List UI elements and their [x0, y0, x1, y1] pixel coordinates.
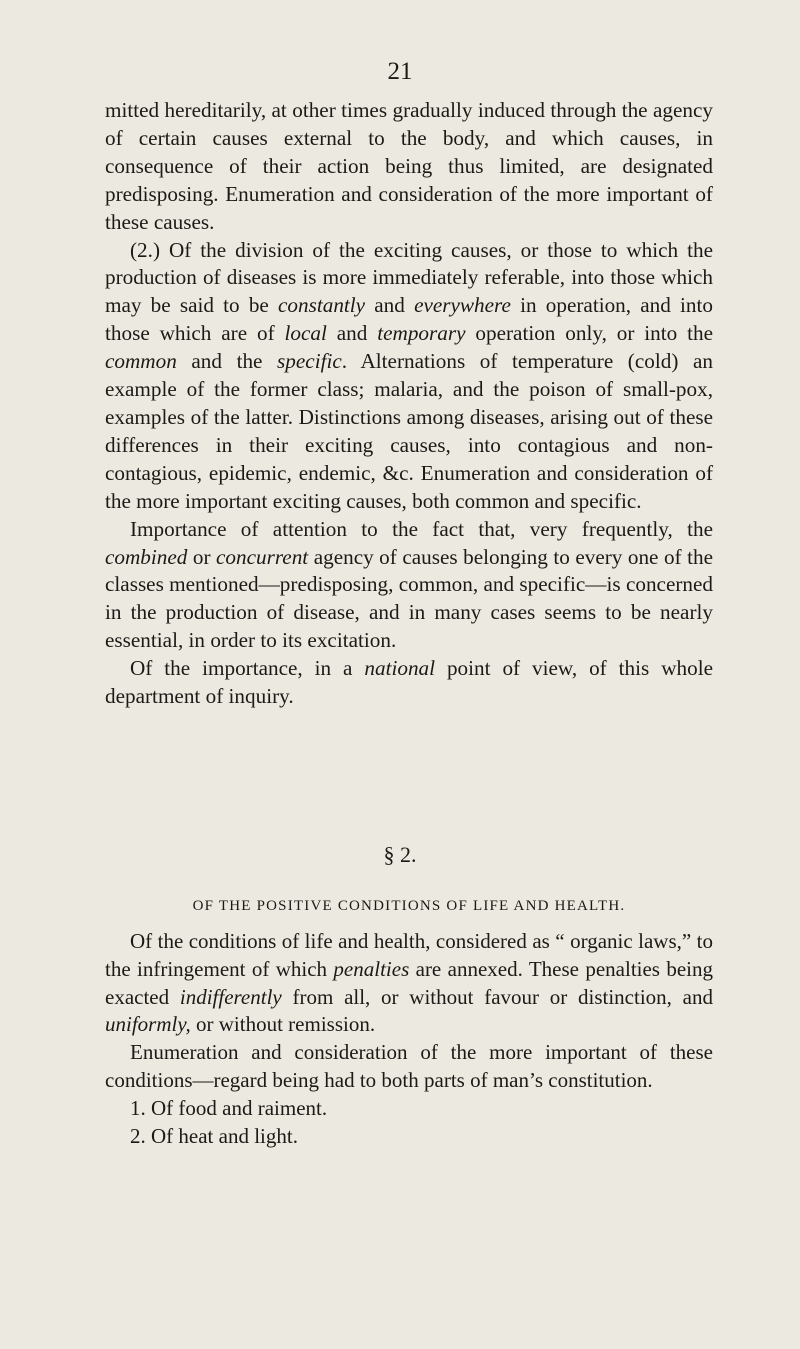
page-number: 21 — [387, 58, 413, 85]
main-text — [105, 97, 713, 711]
section-heading: OF THE POSITIVE CONDITIONS OF LIFE AND HEALTH. — [192, 898, 626, 914]
paragraph-organic-laws: Of the conditions of life and health, considered as “ organic laws,” to the infringement of which penalties are annexed. These penalties being exacted indifferently from all, or without favour or distinction, and uniformly, or without remission. — [105, 929, 714, 1037]
paragraph-exciting-causes: (2.) Of the division of the exciting causes, or those to which the production of diseases is more immediately referable, into those which may be said to be constantly and everywhere in operation, and into those which are of local and temporary operation only, or into the common and the specific. Alternations of temperature (cold) an example of the former class; malaria, and the poison of small-pox, examples of the latter. Distinctions among diseases, arising out of these differences in their exciting causes, into contagious and non-contagious, epidemic, endemic, &c. Enumeration and consideration of the more important exciting causes, both common and specific. — [105, 237, 713, 513]
paragraph-combined-agency: Importance of attention to the fact that, very frequently, the combined or concurrent agency of causes belonging to every one of the classes mentioned—predisposing, common, and specific—is concerned in the production of disease, and in many cases seems to be nearly essential, in order to its excitation. — [105, 516, 713, 653]
paragraph-national: Of the importance, in a national point of view, of this whole department of inquiry. — [105, 656, 713, 709]
list-item: 2. Of heat and light. — [130, 1123, 298, 1148]
paragraph-continued: mitted hereditarily, at other times gradually induced through the agency of certain causes external to the body, and which causes, in consequence of their action being thus limited, are designated predisposing. Enumeration and consideration of the more important of these causes. — [105, 98, 713, 234]
section-text — [105, 928, 713, 1150]
paragraph-enumeration: Enumeration and consideration of the more important of these conditions—regard being had to both parts of man’s constitution. — [105, 1040, 713, 1092]
section-mark: § 2. — [383, 842, 417, 867]
list-item: 1. Of food and raiment. — [130, 1095, 328, 1120]
